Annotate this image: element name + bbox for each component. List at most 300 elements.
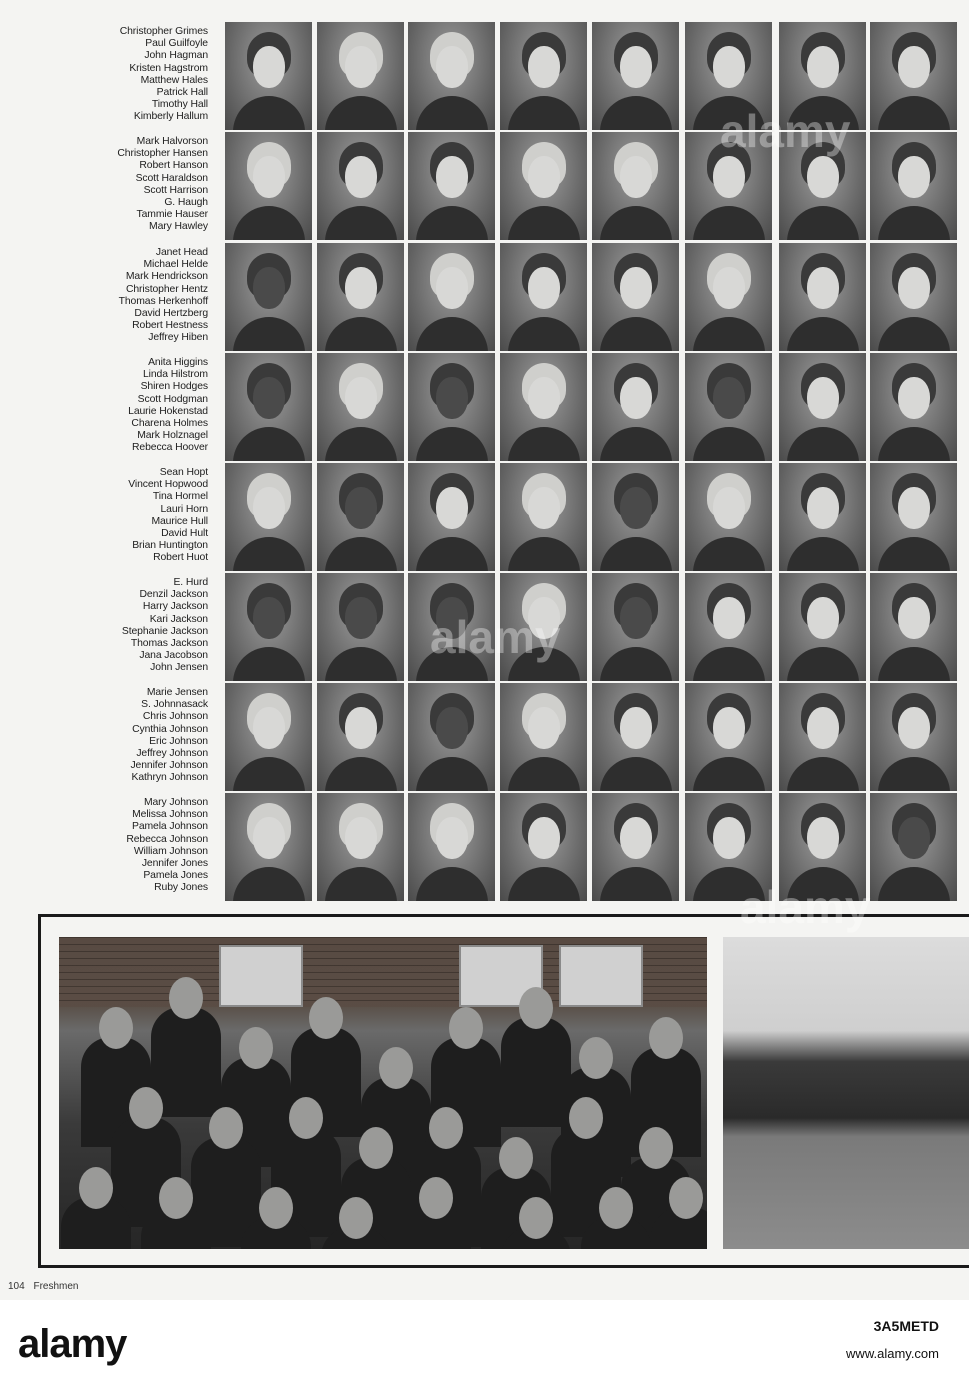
student-portrait [592, 243, 679, 351]
portrait-face [713, 156, 745, 198]
portrait-strip [225, 793, 969, 901]
student-portrait [317, 243, 404, 351]
portrait-body [787, 427, 859, 461]
portrait-face [345, 707, 377, 749]
portrait-face [807, 817, 839, 859]
portrait-row [0, 793, 969, 901]
portrait-body [233, 206, 305, 240]
portrait-face [898, 707, 930, 749]
portrait-face [898, 487, 930, 529]
student-name: S. Johnnasack [141, 699, 208, 711]
crowd-person-head [259, 1187, 293, 1229]
student-name: Marie Jensen [146, 687, 208, 698]
portrait-body [233, 537, 305, 571]
crowd-person-head [159, 1177, 193, 1219]
student-name: Timothy Hall [151, 99, 208, 111]
portrait-face [436, 597, 468, 639]
student-name: Robert Hestness [132, 320, 208, 332]
portrait-body [508, 96, 580, 130]
student-name: Mary Johnson [143, 797, 208, 808]
student-name: Sean Hopt [159, 467, 208, 478]
crowd-person-head [309, 997, 343, 1039]
student-portrait [685, 573, 772, 681]
student-name: Scott Harrison [143, 184, 208, 196]
crowd-person-head [499, 1137, 533, 1179]
portrait-body [787, 537, 859, 571]
student-portrait [317, 683, 404, 791]
student-name: Melissa Johnson [132, 809, 208, 821]
student-name-list [60, 577, 208, 675]
student-name: Anita Higgins [148, 357, 208, 368]
school-window [219, 945, 303, 1007]
portrait-face [528, 156, 560, 198]
portrait-body [693, 206, 765, 240]
portrait-face [620, 46, 652, 88]
portrait-body [325, 427, 397, 461]
student-name: David Hertzberg [134, 308, 208, 320]
portrait-face [898, 267, 930, 309]
student-portrait [870, 463, 957, 571]
portrait-body [508, 757, 580, 791]
student-name: E. Hurd [173, 577, 208, 588]
student-name: Robert Huot [153, 552, 208, 564]
portrait-body [233, 96, 305, 130]
portrait-face [898, 377, 930, 419]
student-name: Pamela Jones [143, 870, 208, 882]
student-portrait [870, 573, 957, 681]
portrait-body [325, 96, 397, 130]
portrait-face [713, 597, 745, 639]
student-name: Kristen Hagstrom [129, 62, 208, 74]
student-name: Shiren Hodges [140, 381, 208, 393]
portrait-face [898, 597, 930, 639]
portrait-face [345, 487, 377, 529]
watermark-overlay: alamy [430, 611, 561, 663]
portrait-body [600, 427, 672, 461]
portrait-row [0, 22, 969, 130]
portrait-body [233, 317, 305, 351]
portrait-face [713, 267, 745, 309]
student-name: Jeffrey Johnson [136, 748, 208, 760]
student-name: Matthew Hales [140, 74, 208, 86]
portrait-body [787, 647, 859, 681]
student-name: Thomas Herkenhoff [118, 295, 208, 307]
crowd-person-head [209, 1107, 243, 1149]
crowd-person-head [639, 1127, 673, 1169]
alamy-logo[interactable]: alamy [18, 1322, 127, 1366]
portrait-strip [225, 243, 969, 351]
student-name: Lauri Horn [160, 503, 208, 515]
student-name: Maurice Hull [151, 515, 208, 527]
portrait-strip [225, 353, 969, 461]
portrait-body [787, 757, 859, 791]
student-name: Kari Jackson [149, 613, 208, 625]
student-name: Tina Hormel [152, 491, 208, 503]
student-name: G. Haugh [164, 197, 208, 209]
student-portrait [870, 793, 957, 901]
student-portrait [779, 132, 866, 240]
portrait-body [600, 206, 672, 240]
student-portrait [592, 463, 679, 571]
portrait-body [878, 757, 950, 791]
portrait-body [878, 537, 950, 571]
portrait-row [0, 683, 969, 791]
student-name: Scott Hodgman [137, 393, 208, 405]
crowd-person-head [379, 1047, 413, 1089]
crowd-person-head [569, 1097, 603, 1139]
crowd-person-head [599, 1187, 633, 1229]
student-portrait [408, 793, 495, 901]
portrait-face [713, 377, 745, 419]
portrait-row [0, 353, 969, 461]
portrait-body [693, 317, 765, 351]
portrait-face [345, 46, 377, 88]
student-name: Robert Hanson [139, 160, 208, 172]
portrait-face [345, 377, 377, 419]
portrait-body [600, 647, 672, 681]
student-name-list [60, 467, 208, 565]
portrait-body [693, 96, 765, 130]
portrait-face [807, 46, 839, 88]
portrait-body [693, 427, 765, 461]
student-name: Stephanie Jackson [121, 625, 208, 637]
portrait-body [325, 867, 397, 901]
student-portrait [317, 793, 404, 901]
watermark-overlay: alamy [720, 105, 851, 157]
portrait-body [325, 647, 397, 681]
portrait-body [508, 537, 580, 571]
student-name: Mark Holznagel [137, 430, 208, 442]
portrait-face [528, 267, 560, 309]
portrait-face [345, 597, 377, 639]
crowd-person-head [79, 1167, 113, 1209]
portrait-face [807, 156, 839, 198]
portrait-row [0, 132, 969, 240]
student-name: Jennifer Johnson [130, 760, 208, 772]
portrait-body [416, 757, 488, 791]
portrait-face [528, 597, 560, 639]
student-name: Jana Jacobson [139, 650, 208, 662]
student-portrait [225, 132, 312, 240]
student-name: Linda Hilstrom [142, 369, 208, 381]
student-name: Kimberly Hallum [133, 111, 208, 123]
portrait-body [787, 96, 859, 130]
portrait-body [416, 96, 488, 130]
crowd-person-head [239, 1027, 273, 1069]
portrait-face [253, 817, 285, 859]
portrait-body [508, 427, 580, 461]
portrait-face [253, 707, 285, 749]
student-portrait [870, 353, 957, 461]
student-name: John Jensen [150, 662, 208, 674]
student-name: Rebecca Johnson [126, 833, 208, 845]
student-portrait [225, 243, 312, 351]
watermark-overlay: alamy [740, 881, 871, 933]
student-name: William Johnson [133, 845, 208, 857]
portrait-body [325, 317, 397, 351]
portrait-strip [225, 463, 969, 571]
student-name: Mark Hendrickson [125, 271, 208, 283]
student-portrait [779, 243, 866, 351]
portrait-face [898, 156, 930, 198]
portrait-face [898, 46, 930, 88]
portrait-face [713, 46, 745, 88]
student-portrait [592, 22, 679, 130]
student-portrait [408, 22, 495, 130]
portrait-strip [225, 132, 969, 240]
portrait-body [693, 647, 765, 681]
portrait-face [898, 817, 930, 859]
student-portrait [408, 353, 495, 461]
crowd-person-head [289, 1097, 323, 1139]
student-name: Harry Jackson [142, 601, 208, 613]
crowd-candid-photo [59, 937, 707, 1249]
portrait-face [436, 817, 468, 859]
student-name: Laurie Hokenstad [128, 405, 208, 417]
student-name-list [60, 797, 208, 895]
portrait-face [345, 156, 377, 198]
watermark-url[interactable]: www.alamy.com [846, 1346, 939, 1361]
stadium-crowd-photo [723, 937, 969, 1249]
student-portrait [685, 132, 772, 240]
student-name: Ruby Jones [154, 882, 208, 894]
student-portrait [592, 793, 679, 901]
portrait-body [878, 427, 950, 461]
student-name: Thomas Jackson [130, 638, 208, 650]
section-name: Freshmen [33, 1281, 79, 1292]
student-name: David Hult [161, 528, 208, 540]
student-portrait [779, 22, 866, 130]
portrait-face [620, 597, 652, 639]
crowd-person-head [449, 1007, 483, 1049]
student-portrait [685, 243, 772, 351]
portrait-body [508, 867, 580, 901]
portrait-face [253, 156, 285, 198]
student-portrait [685, 22, 772, 130]
portrait-body [878, 206, 950, 240]
student-portrait [500, 132, 587, 240]
student-portrait [500, 243, 587, 351]
portrait-face [620, 707, 652, 749]
student-name-list [60, 357, 208, 455]
student-portrait [317, 573, 404, 681]
student-name: Janet Head [155, 247, 208, 258]
crowd-person-head [359, 1127, 393, 1169]
school-window [559, 945, 643, 1007]
portrait-row [0, 573, 969, 681]
student-portrait [870, 243, 957, 351]
portrait-face [253, 377, 285, 419]
crowd-person-head [669, 1177, 703, 1219]
portrait-face [253, 267, 285, 309]
portrait-face [436, 707, 468, 749]
portrait-row [0, 243, 969, 351]
portrait-face [620, 487, 652, 529]
portrait-body [508, 317, 580, 351]
portrait-face [713, 487, 745, 529]
page-footer [8, 1281, 84, 1292]
student-portrait [225, 683, 312, 791]
crowd-person-head [129, 1087, 163, 1129]
portrait-face [253, 46, 285, 88]
student-name: Vincent Hopwood [128, 479, 208, 491]
student-portrait [685, 353, 772, 461]
crowd-person-head [519, 1197, 553, 1239]
portrait-body [600, 867, 672, 901]
portrait-body [787, 867, 859, 901]
student-portrait [592, 132, 679, 240]
student-portrait [592, 683, 679, 791]
student-portrait [779, 683, 866, 791]
portrait-face [620, 817, 652, 859]
portrait-strip [225, 683, 969, 791]
portrait-body [878, 317, 950, 351]
portrait-body [600, 317, 672, 351]
portrait-face [807, 707, 839, 749]
portrait-face [528, 817, 560, 859]
student-name: Kathryn Johnson [131, 772, 208, 784]
portrait-body [693, 757, 765, 791]
student-name: Christopher Hentz [125, 283, 208, 295]
student-name: Jennifer Jones [141, 858, 208, 870]
portrait-body [233, 757, 305, 791]
student-name-list [60, 687, 208, 785]
student-name: John Hagman [144, 50, 208, 62]
student-portrait [317, 22, 404, 130]
student-portrait [779, 463, 866, 571]
portrait-face [807, 377, 839, 419]
student-portrait [225, 793, 312, 901]
student-portrait [500, 22, 587, 130]
student-name: Patrick Hall [156, 87, 208, 99]
student-portrait [225, 353, 312, 461]
portrait-face [436, 487, 468, 529]
portrait-face [713, 707, 745, 749]
student-portrait [317, 132, 404, 240]
student-portrait [408, 683, 495, 791]
portrait-body [878, 867, 950, 901]
student-name: Scott Haraldson [135, 172, 208, 184]
student-portrait [870, 132, 957, 240]
portrait-face [528, 487, 560, 529]
portrait-body [416, 537, 488, 571]
student-name: Paul Guilfoyle [145, 38, 208, 50]
student-name: Pamela Johnson [131, 821, 208, 833]
student-portrait [779, 573, 866, 681]
crowd-person-head [649, 1017, 683, 1059]
portrait-face [807, 267, 839, 309]
portrait-face [253, 597, 285, 639]
student-name: Denzil Jackson [139, 589, 208, 601]
student-portrait [317, 463, 404, 571]
portrait-body [600, 537, 672, 571]
student-portrait [685, 793, 772, 901]
portrait-face [807, 487, 839, 529]
portrait-body [416, 206, 488, 240]
portrait-face [528, 46, 560, 88]
student-portrait [779, 793, 866, 901]
portrait-body [325, 537, 397, 571]
page-number: 104 [8, 1281, 25, 1292]
student-name: Brian Huntington [132, 540, 208, 552]
student-portrait [408, 573, 495, 681]
crowd-person-head [99, 1007, 133, 1049]
portrait-face [253, 487, 285, 529]
student-portrait [500, 683, 587, 791]
portrait-body [878, 96, 950, 130]
student-portrait [500, 353, 587, 461]
portrait-body [600, 757, 672, 791]
student-portrait [317, 353, 404, 461]
watermark-bar [0, 1300, 969, 1390]
portrait-body [416, 317, 488, 351]
portrait-face [528, 707, 560, 749]
crowd-person-head [169, 977, 203, 1019]
student-name: Jeffrey Hiben [148, 332, 208, 344]
portrait-body [233, 647, 305, 681]
portrait-body [233, 867, 305, 901]
portrait-face [620, 267, 652, 309]
student-name: Chris Johnson [142, 711, 208, 723]
portrait-body [693, 537, 765, 571]
portrait-face [436, 267, 468, 309]
student-portrait [225, 463, 312, 571]
student-portrait [870, 683, 957, 791]
student-portrait [592, 573, 679, 681]
student-portrait [500, 463, 587, 571]
portrait-body [508, 647, 580, 681]
student-name: Michael Helde [143, 259, 208, 271]
portrait-body [693, 867, 765, 901]
student-portrait [225, 22, 312, 130]
student-name-list [60, 26, 208, 124]
student-portrait [779, 353, 866, 461]
crowd-person-head [339, 1197, 373, 1239]
student-name: Christopher Grimes [119, 26, 208, 37]
portrait-face [528, 377, 560, 419]
student-name: Cynthia Johnson [132, 723, 208, 735]
student-name: Eric Johnson [149, 735, 208, 747]
crowd-person-head [419, 1177, 453, 1219]
portrait-face [620, 156, 652, 198]
student-name: Rebecca Hoover [132, 442, 208, 454]
portrait-body [787, 206, 859, 240]
student-name: Mary Hawley [149, 221, 208, 233]
portrait-row [0, 463, 969, 571]
crowd-person-head [429, 1107, 463, 1149]
student-portrait [408, 463, 495, 571]
portrait-face [436, 377, 468, 419]
student-portrait [685, 683, 772, 791]
portrait-body [416, 647, 488, 681]
student-portrait [500, 793, 587, 901]
portrait-face [807, 597, 839, 639]
portrait-body [325, 206, 397, 240]
portrait-body [787, 317, 859, 351]
crowd-person-head [519, 987, 553, 1029]
portrait-strip [225, 573, 969, 681]
student-name: Tammie Hauser [136, 209, 208, 221]
portrait-strip [225, 22, 969, 130]
portrait-body [600, 96, 672, 130]
student-portrait [225, 573, 312, 681]
portrait-face [436, 156, 468, 198]
student-name: Mark Halvorson [136, 136, 208, 147]
portrait-body [233, 427, 305, 461]
student-portrait [870, 22, 957, 130]
student-name-list [60, 247, 208, 345]
portrait-body [416, 427, 488, 461]
